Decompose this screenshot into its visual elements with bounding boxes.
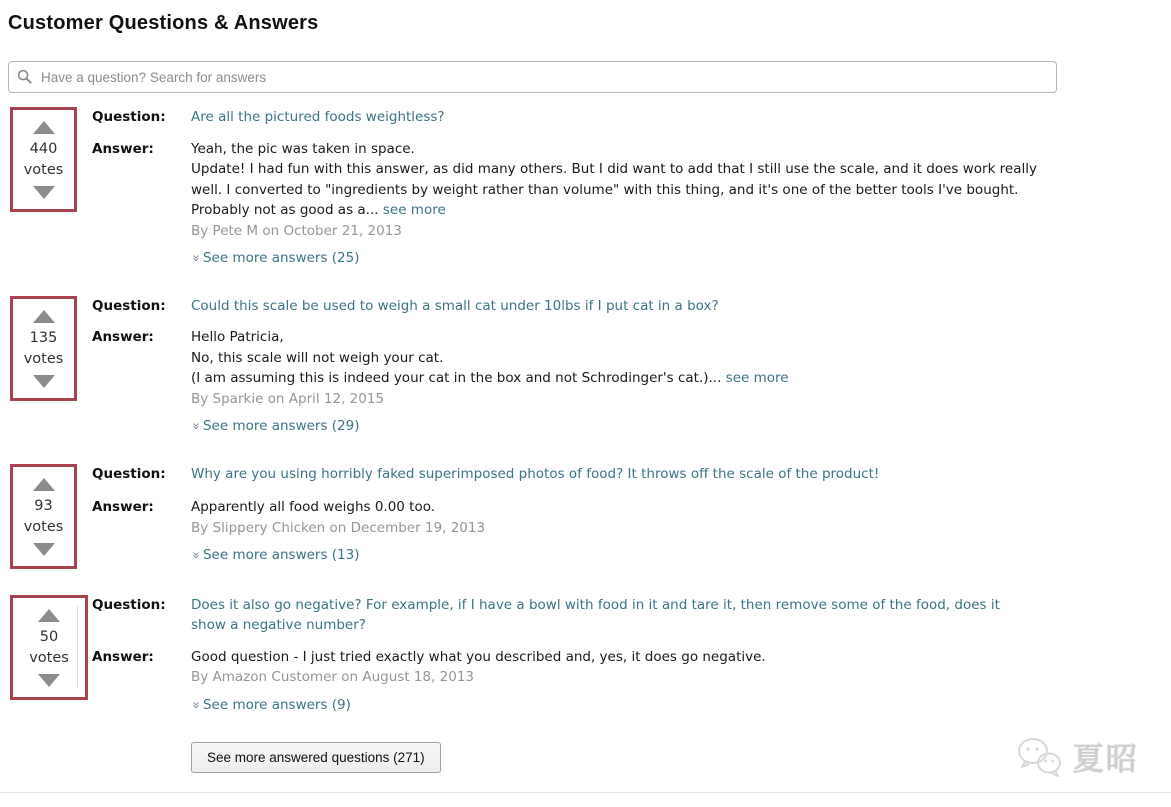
votes-label: votes [23, 350, 64, 367]
answer-body [188, 497, 1037, 567]
question-link[interactable]: Why are you using horribly faked superimposed photos of food? It throws off the scale of the product! [191, 465, 880, 482]
qa-item-4 [8, 595, 1163, 717]
divider [77, 606, 78, 687]
downvote-icon[interactable] [33, 186, 55, 199]
search-icon [17, 69, 32, 84]
qa-search [8, 61, 1057, 93]
answer-paragraph: Apparently all food weighs 0.00 too. [191, 499, 436, 515]
votes-label: votes [23, 518, 64, 535]
vote-count: 93 [34, 497, 53, 514]
question-link[interactable]: Does it also go negative? For example, if I have a bowl with food in it and tare it, then remove some of the food, does it show a negative number? [191, 596, 1000, 633]
question-link[interactable]: Could this scale be used to weigh a small cat under 10lbs if I put cat in a box? [191, 297, 719, 314]
double-chevron-down-icon[interactable]: » [188, 422, 204, 431]
question-label: Question: [92, 465, 166, 482]
answer-label: Answer: [92, 329, 154, 345]
answer-byline: By Pete M on October 21, 2013 [191, 222, 402, 239]
upvote-icon[interactable] [33, 121, 55, 134]
answer-label: Answer: [92, 648, 154, 665]
question-link[interactable]: Are all the pictured foods weightless? [191, 109, 445, 125]
question-label: Question: [92, 109, 166, 125]
vote-box-annotated [10, 464, 77, 569]
vote-box-annotated [10, 296, 77, 401]
vote-count: 440 [29, 141, 58, 157]
answer-label: Answer: [92, 140, 154, 157]
page-title: Customer Questions & Answers [8, 12, 319, 34]
see-more-answers-link[interactable]: »See more answers (29) [191, 418, 360, 434]
question-text [191, 107, 1037, 128]
double-chevron-down-icon[interactable]: » [188, 254, 204, 263]
answer-label: Answer: [92, 499, 154, 515]
double-chevron-down-icon[interactable]: » [188, 551, 204, 560]
downvote-icon[interactable] [38, 674, 60, 687]
upvote-icon[interactable] [38, 609, 60, 622]
votes-label: votes [23, 162, 64, 178]
answer-byline: By Slippery Chicken on December 19, 2013 [191, 519, 486, 536]
answer-paragraph: Hello Patricia, [191, 329, 284, 345]
answer-byline: By Sparkie on April 12, 2015 [191, 390, 385, 407]
see-more-answers-link[interactable]: »See more answers (9) [191, 697, 351, 713]
vote-count: 50 [39, 628, 59, 645]
watermark-text: 夏昭 [1073, 742, 1139, 778]
answer-paragraph: Yeah, the pic was taken in space. [191, 140, 415, 157]
qa-list [8, 107, 1163, 716]
upvote-icon[interactable] [33, 310, 55, 323]
votes-label: votes [29, 649, 69, 666]
answer-paragraph: Good question - I just tried exactly what you described and, yes, it does go negative. [191, 648, 766, 665]
downvote-icon[interactable] [33, 375, 55, 388]
question-label: Question: [92, 596, 166, 613]
answer-paragraph: (I am assuming this is indeed your cat in the box and not Schrodinger's cat.)... see more [191, 370, 789, 386]
double-chevron-down-icon[interactable]: » [188, 700, 204, 709]
see-more-link[interactable]: see more [382, 202, 446, 218]
answer-paragraph: No, this scale will not weigh your cat. [191, 349, 444, 366]
wechat-icon [1013, 736, 1065, 778]
see-more-answers-link[interactable]: »See more answers (13) [191, 547, 360, 563]
qa-item-2 [8, 296, 1163, 438]
answer-body [188, 647, 1037, 717]
answer-body [188, 327, 1037, 438]
question-text [191, 595, 1037, 636]
see-more-link[interactable]: see more [725, 370, 789, 386]
upvote-icon[interactable] [33, 478, 55, 491]
see-more-answers-link[interactable]: »See more answers (25) [191, 250, 360, 266]
downvote-icon[interactable] [33, 543, 55, 556]
question-label: Question: [92, 297, 166, 314]
answer-byline: By Amazon Customer on August 18, 2013 [191, 669, 475, 685]
divider [0, 792, 1171, 793]
search-input[interactable] [8, 61, 1057, 93]
answer-body [188, 139, 1038, 270]
question-text [191, 464, 1037, 485]
vote-box-annotated [10, 595, 88, 700]
qa-item-1 [8, 107, 1163, 270]
qa-item-3 [8, 464, 1163, 569]
answer-paragraph: Update! I had fun with this answer, as did many others. But I did want to add that I still use the scale, and it does work really well. I converted to "ingredients by weight rather than volume" with this thing, and it's one of the better tools I've bought. Probably not as good as a... see more [191, 161, 1038, 218]
watermark [1013, 734, 1139, 779]
vote-box-annotated [10, 107, 77, 212]
see-more-answered-questions-button[interactable]: See more answered questions (271) [191, 742, 441, 773]
vote-count: 135 [29, 329, 58, 346]
question-text [191, 296, 1037, 317]
